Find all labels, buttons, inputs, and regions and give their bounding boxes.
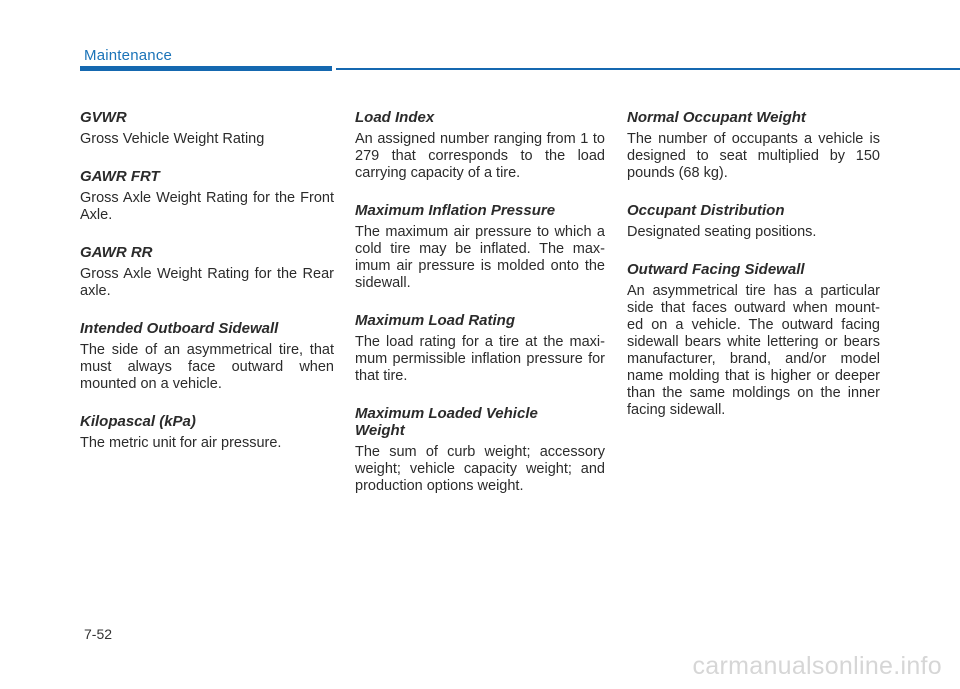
glossary-term: Occupant Distribution	[627, 202, 785, 219]
glossary-definition: Designated seating positions.	[627, 224, 817, 240]
glossary-term: GAWR RR	[80, 244, 153, 261]
glossary-definition: The number of occupants a vehicle is designed to seat multiplied by 150 pounds (68 kg).	[627, 131, 880, 181]
page-number: 7-52	[84, 626, 113, 642]
glossary-definition: The metric unit for air pressure.	[80, 435, 282, 451]
glossary-term: Maximum Inflation Pressure	[355, 202, 556, 219]
glossary-entry-kilopascal	[80, 413, 334, 452]
glossary-term: Maximum Load Rating	[355, 312, 516, 329]
glossary-entry-maximum-inflation-pressure	[355, 202, 605, 292]
glossary-definition: Gross Axle Weight Rating for the Front Axle.	[80, 190, 334, 223]
glossary-entry-gawr-frt	[80, 168, 334, 224]
glossary-term: Intended Outboard Sidewall	[80, 320, 279, 337]
glossary-definition: The load rating for a tire at the maxi-mum permissible inflation pressure for that tire.	[355, 334, 605, 384]
glossary-entry-load-index	[355, 109, 605, 182]
glossary-entry-outward-facing-sidewall	[627, 261, 880, 419]
glossary-definition: An asymmetrical tire has a particular side that faces outward when mount-ed on a vehicle. The outward facing sidewall bears white lettering or bears manufacturer, brand, and/or model name molding that is higher or deeper than the same moldings on the inner facing sidewall.	[627, 283, 880, 418]
glossary-entry-maximum-load-rating	[355, 312, 605, 385]
glossary-definition: Gross Vehicle Weight Rating	[80, 131, 265, 147]
section-title: Maintenance	[84, 47, 173, 64]
glossary-term: Normal Occupant Weight	[627, 109, 806, 126]
watermark-text: carmanualsonline.info	[692, 652, 942, 680]
glossary-definition: The sum of curb weight; accessory weight; vehicle capacity weight; and production options weight.	[355, 444, 605, 494]
glossary-definition: The side of an asymmetrical tire, that must always face outward when mounted on a vehicle.	[80, 342, 334, 392]
column-3	[627, 109, 880, 439]
glossary-term: Kilopascal (kPa)	[80, 413, 196, 430]
glossary-definition: An assigned number ranging from 1 to 279 that corresponds to the load carrying capacity of a tire.	[355, 131, 605, 181]
glossary-entry-intended-outboard-sidewall	[80, 320, 334, 393]
glossary-term: GVWR	[80, 109, 127, 126]
glossary-definition: Gross Axle Weight Rating for the Rear axle.	[80, 266, 334, 299]
glossary-entry-normal-occupant-weight	[627, 109, 880, 182]
glossary-term: Maximum Loaded Vehicle Weight	[355, 405, 538, 439]
column-1	[80, 109, 334, 472]
glossary-entry-maximum-loaded-vehicle-weight	[355, 405, 605, 495]
column-2	[355, 109, 605, 515]
glossary-entry-occupant-distribution	[627, 202, 880, 241]
header-rule-thick	[80, 66, 332, 71]
glossary-term: Load Index	[355, 109, 435, 126]
glossary-term: Outward Facing Sidewall	[627, 261, 805, 278]
header-rule-thin	[336, 68, 960, 70]
glossary-term: GAWR FRT	[80, 168, 160, 185]
glossary-entry-gawr-rr	[80, 244, 334, 300]
glossary-entry-gvwr	[80, 109, 334, 148]
glossary-definition: The maximum air pressure to which a cold tire may be inflated. The max-imum air pressure is molded onto the sidewall.	[355, 224, 605, 291]
